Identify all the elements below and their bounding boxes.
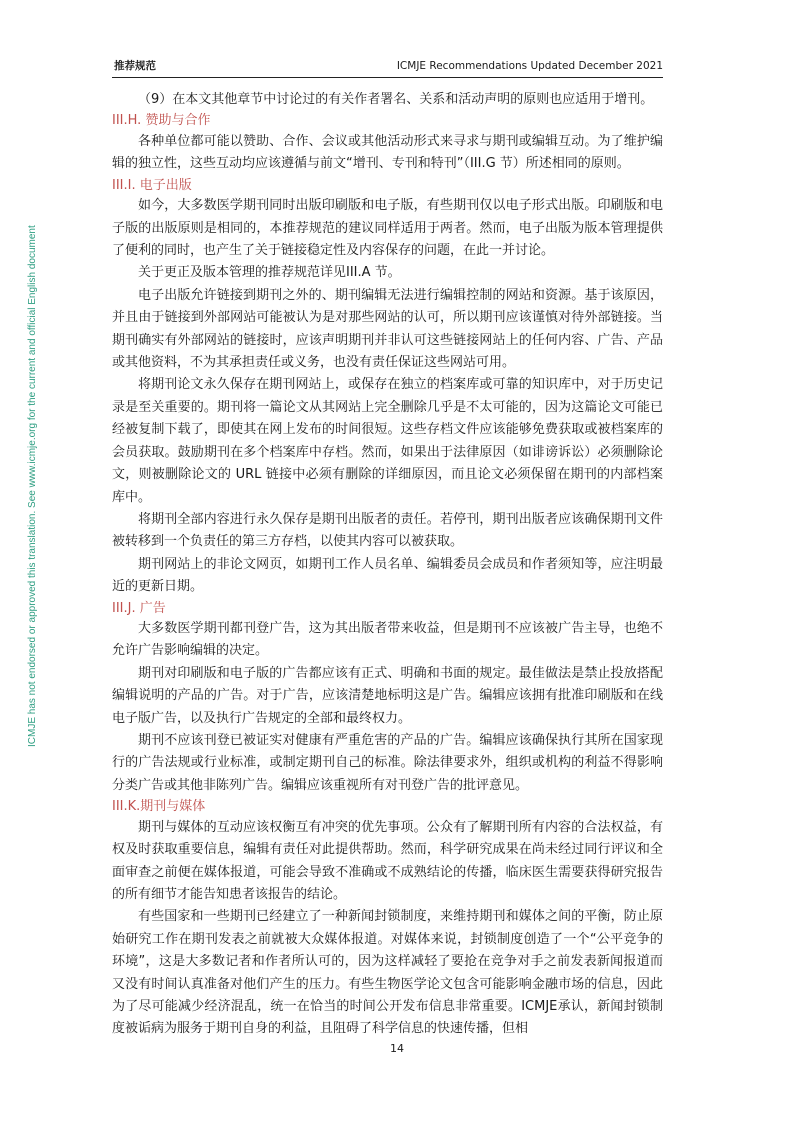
header-left-title: 推荐规范 <box>114 60 156 72</box>
paragraph: 电子出版允许链接到期刊之外的、期刊编辑无法进行编辑控制的网站和资源。基于该原因，并且由于链接到外部网站可能被认为是对那些网站的认可，所以期刊应该谨慎对待外部链接。当期刊确实有外部网站的链接时，应该声明期刊并非认可这些链接网站上的任何内容、广告、产品或其他资料，不为其承担责任或义务，也没有责任保证这些网站可用。 <box>112 287 663 371</box>
paragraph: 将期刊全部内容进行永久保存是期刊出版者的责任。若停刊，期刊出版者应该确保期刊文件被转移到一个负责任的第三方存档，以使其内容可以被获取。 <box>112 511 663 550</box>
header-right-title: ICMJE Recommendations Updated December 2021 <box>396 60 663 72</box>
paragraph: 如今，大多数医学期刊同时出版印刷版和电子版，有些期刊仅以电子形式出版。印刷版和电子版的出版原则是相同的，本推荐规范的建议同样适用于两者。然而，电子出版为版本管理提供了便利的同时，也产生了关于链接稳定性及内容保存的问题，在此一并讨论。 <box>112 198 663 259</box>
page-header <box>112 57 663 78</box>
paragraph: （9）在本文其他章节中讨论过的有关作者署名、关系和活动声明的原则也应适用于增刊。 <box>138 92 654 107</box>
paragraph: 期刊不应该刊登已被证实对健康有严重危害的产品的广告。编辑应该确保执行其所在国家现行的广告法规或行业标准，或制定期刊自己的标准。除法律要求外，组织或机构的利益不得影响分类广告或其他非陈列广告。编辑应该重视所有对刊登广告的批评意见。 <box>112 733 663 793</box>
section-heading: III.K.期刊与媒体 <box>112 799 206 815</box>
paragraph: 将期刊论文永久保存在期刊网站上，或保存在独立的档案库或可靠的知识库中，对于历史记录是至关重要的。期刊将一篇论文从其网站上完全删除几乎是不太可能的，因为这篇论文可能已经被复制下载了，即使其在网上发布的时间很短。这些存档文件应该能够免费获取或被档案库的会员获取。鼓励期刊在多个档案库中存档。然而，如果出于法律原因（如诽谤诉讼）必须删除论文，则被删除论文的 URL 链接中必须有删除的详细原因，而且论文必须保留在期刊的内部档案库中。 <box>112 377 663 505</box>
page-number: 14 <box>390 1042 404 1055</box>
paragraph: 各种单位都可能以赞助、合作、会议或其他活动形式来寻求与期刊或编辑互动。为了维护编辑的独立性，这些互动均应该遵循与前文“增刊、专刊和特刊”（III.G 节）所述相同的原则。 <box>112 133 663 172</box>
paragraph: 期刊与媒体的互动应该权衡互有冲突的优先事项。公众有了解期刊所有内容的合法权益，有权及时获取重要信息，编辑有责任对此提供帮助。然而，科学研究成果在尚未经过同行评议和全面审查之前便在媒体报道，可能会导致不准确或不成熟结论的传播，临床医生需要获得研究报告的所有细节才能告知患者该报告的结论。 <box>112 819 663 902</box>
paragraph: 期刊对印刷版和电子版的广告都应该有正式、明确和书面的规定。最佳做法是禁止投放搭配编辑说明的产品的广告。对于广告，应该清楚地标明这是广告。编辑应该拥有批准印刷版和在线电子版广告，以及执行广告规定的全部和最终权力。 <box>112 665 663 726</box>
translation-disclaimer: ICMJE has not endorsed or approved this translation. See www.icmje.org for the current and official English document <box>27 225 38 747</box>
section-heading: III.J. 广告 <box>112 600 166 616</box>
paragraph: 期刊网站上的非论文网页，如期刊工作人员名单、编辑委员会成员和作者须知等，应注明最近的更新日期。 <box>112 556 663 595</box>
paragraph: 关于更正及版本管理的推荐规范详见III.A 节。 <box>138 265 401 281</box>
section-heading: III.H. 赞助与合作 <box>112 113 211 129</box>
paragraph: 有些国家和一些期刊已经建立了一种新闻封锁制度，来维持期刊和媒体之间的平衡，防止原始研究工作在期刊发表之前就被大众媒体报道。对媒体来说，封锁制度创造了一个“公平竞争的环境”，这是大多数记者和作者所认可的，因为这样减轻了要抢在竞争对手之前发表新闻报道而又没有时间认真准备对他们产生的压力。有些生物医学论文包含可能影响金融市场的信息，因此为了尽可能减少经济混乱，统一在恰当的时间公开发布信息非常重要。ICMJE承认，新闻封锁制度被诟病为服务于期刊自身的利益，且阻碍了科学信息的快速传播，但相 <box>112 909 663 1037</box>
paragraph: 大多数医学期刊都刊登广告，这为其出版者带来收益，但是期刊不应该被广告主导，也绝不允许广告影响编辑的决定。 <box>112 621 663 659</box>
section-heading: III.I. 电子出版 <box>112 177 192 193</box>
document-body <box>112 89 663 1041</box>
